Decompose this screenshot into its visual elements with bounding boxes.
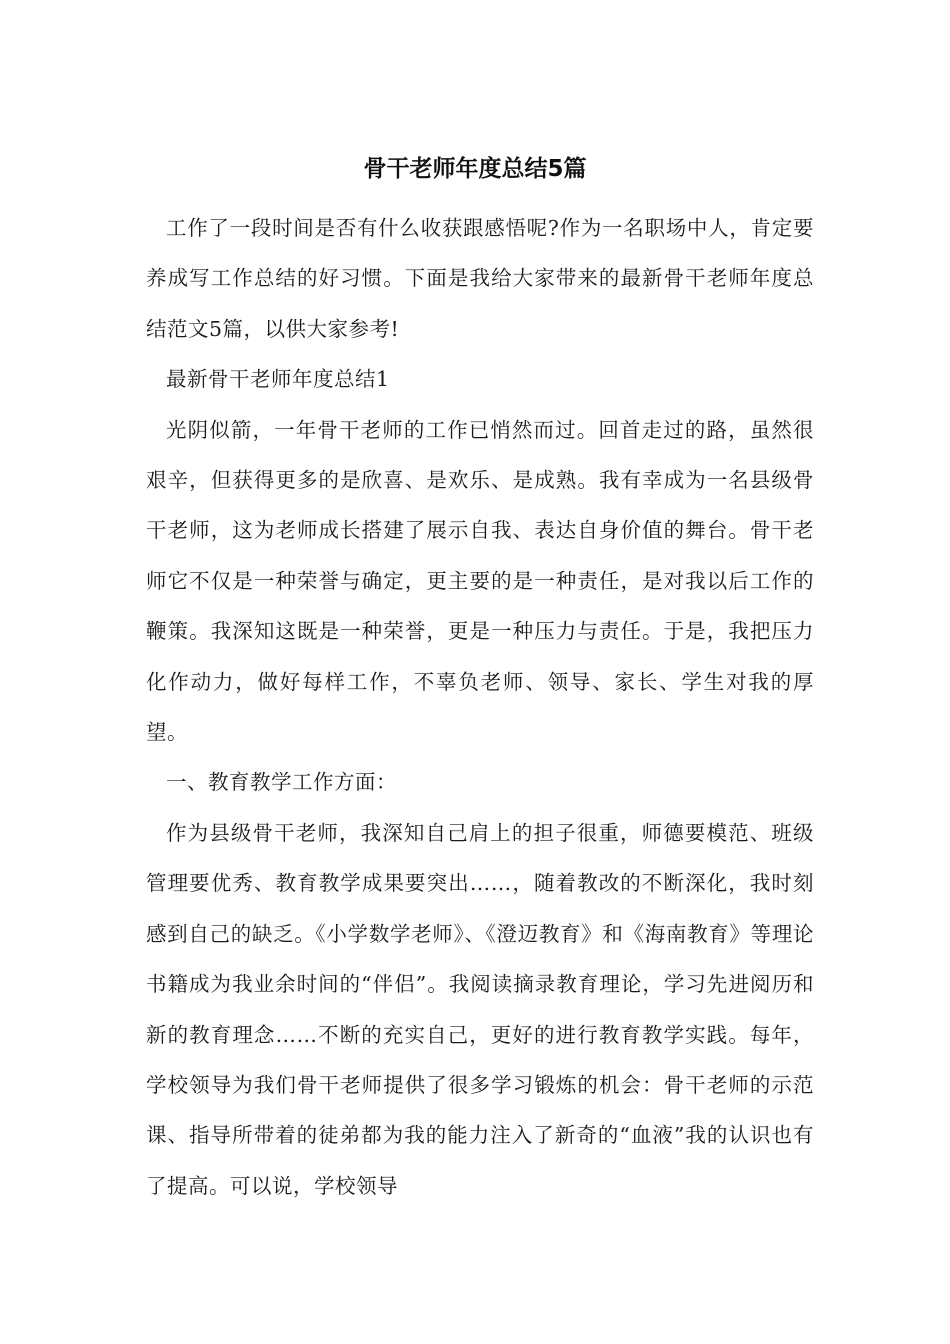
intro-paragraph: 工作了一段时间是否有什么收获跟感悟呢?作为一名职场中人，肯定要养成写工作总结的好习惯。下面是我给大家带来的最新骨干老师年度总结范文5篇，以供大家参考! (146, 216, 814, 341)
section-heading-summary-1: 最新骨干老师年度总结1 (166, 367, 390, 392)
document-body (146, 203, 814, 1211)
summary-1-paragraph: 光阴似箭，一年骨干老师的工作已悄然而过。回首走过的路，虽然很艰辛，但获得更多的是欣喜、是欢乐、是成熟。我有幸成为一名县级骨干老师，这为老师成长搭建了展示自我、表达自身价值的舞台。骨干老师它不仅是一种荣誉与确定，更主要的是一种责任，是对我以后工作的鞭策。我深知这既是一种荣誉，更是一种压力与责任。于是，我把压力化作动力，做好每样工作，不辜负老师、领导、家长、学生对我的厚望。 (146, 417, 814, 745)
teaching-paragraph: 作为县级骨干老师，我深知自己肩上的担子很重，师德要模范、班级管理要优秀、教育教学成果要突出……，随着教改的不断深化，我时刻感到自己的缺乏。《小学数学老师》、《澄迈教育》和《海南教育》等理论书籍成为我业余时间的“伴侣”。我阅读摘录教育理论，学习先进阅历和新的教育理念……不断的充实自己，更好的进行教育教学实践。每年，学校领导为我们骨干老师提供了很多学习锻炼的机会：骨干老师的示范课、指导所带着的徒弟都为我的能力注入了新奇的“血液”我的认识也有了提高。可以说，学校领导 (146, 820, 814, 1198)
section-heading-teaching: 一、教育教学工作方面： (166, 770, 397, 795)
document-title: 骨干老师年度总结5篇 (363, 156, 587, 182)
